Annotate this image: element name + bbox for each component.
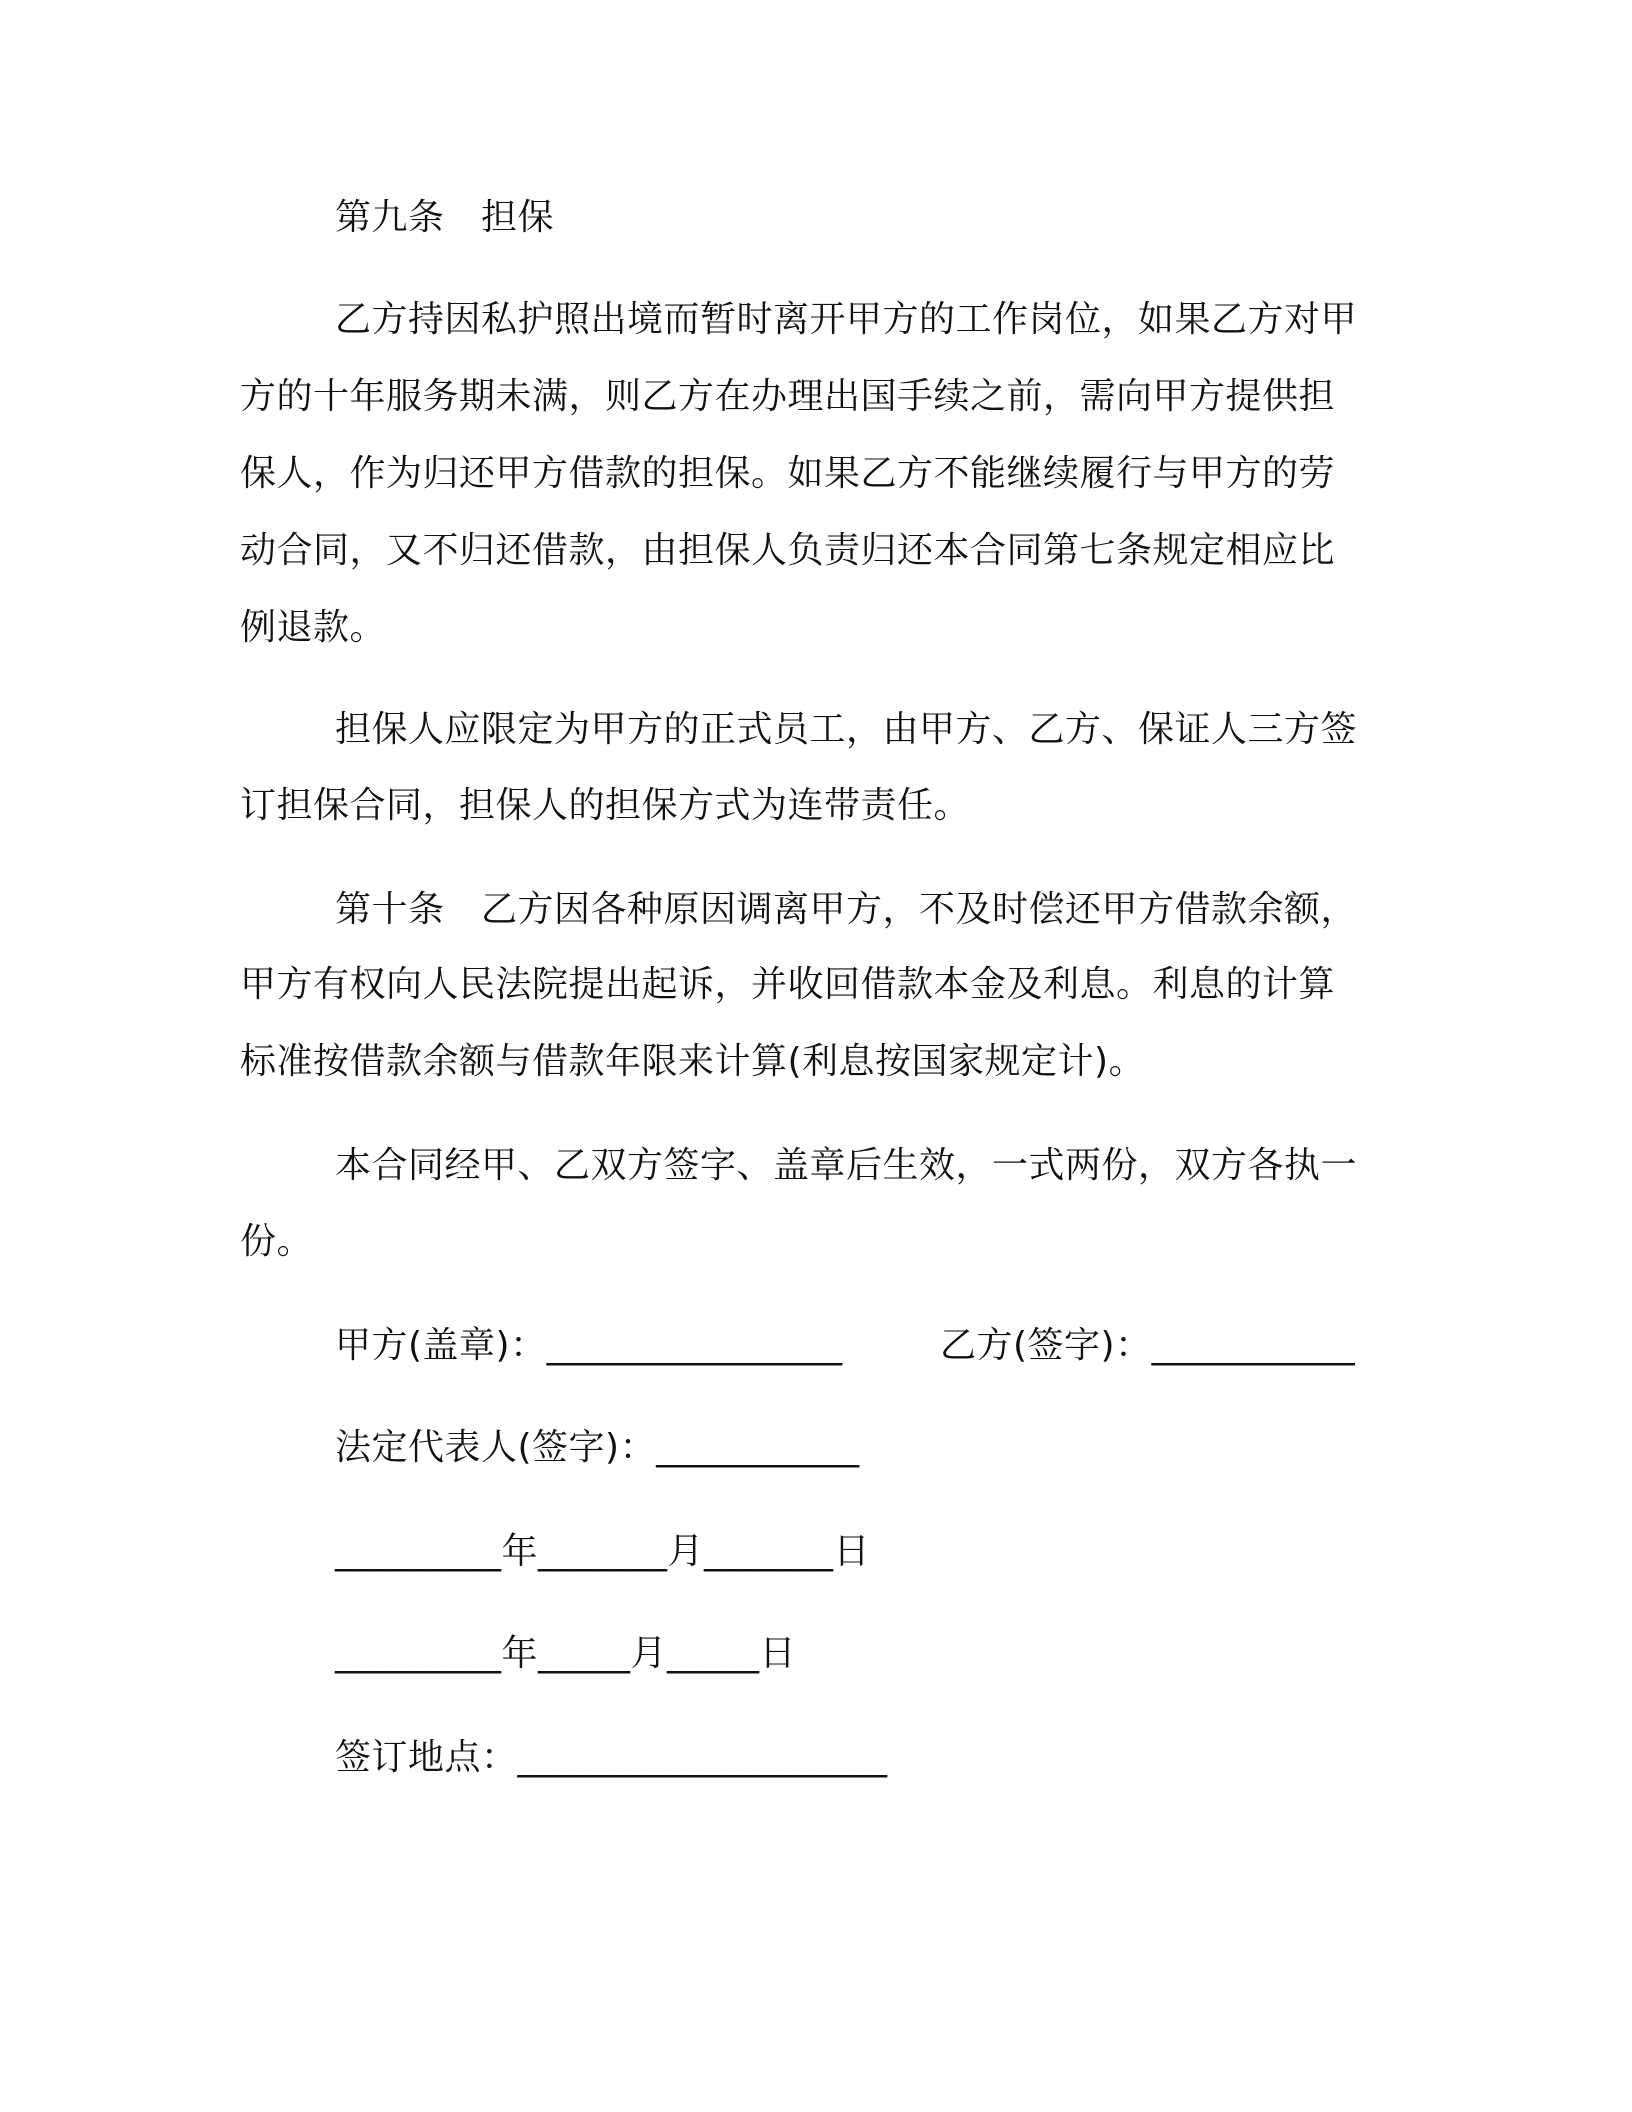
article-9-para1-line1: 乙方持因私护照出境而暂时离开甲方的工作岗位，如果乙方对甲 <box>335 299 1358 340</box>
article-9-heading: 第九条 担保 <box>335 197 555 238</box>
article-9-para1-line3: 保人，作为归还甲方借款的担保。如果乙方不能继续履行与甲方的劳 <box>240 453 1336 494</box>
article-10-line3: 标准按借款余额与借款年限来计算(利息按国家规定计)。 <box>240 1041 1146 1082</box>
closing-line1: 本合同经甲、乙双方签字、盖章后生效，一式两份，双方各执一 <box>335 1145 1358 1186</box>
signing-place-field: 签订地点：____________________ <box>335 1737 888 1778</box>
article-9-para1-line2: 方的十年服务期未满，则乙方在办理出国手续之前，需向甲方提供担 <box>240 376 1336 417</box>
article-9-para1-line5: 例退款。 <box>240 607 387 648</box>
party-a-seal-field: 甲方(盖章)：________________ <box>335 1325 843 1366</box>
date-field-2: _________年_____月_____日 <box>335 1633 796 1674</box>
legal-representative-field: 法定代表人(签字)：___________ <box>335 1427 860 1468</box>
article-9-para2-line1: 担保人应限定为甲方的正式员工，由甲方、乙方、保证人三方签 <box>335 709 1358 750</box>
article-9-para1-line4: 动合同，又不归还借款，由担保人负责归还本合同第七条规定相应比 <box>240 530 1336 571</box>
date-field-1: _________年_______月_______日 <box>335 1531 870 1572</box>
party-b-sign-field: 乙方(签字)：___________ <box>940 1325 1356 1366</box>
closing-line2: 份。 <box>240 1221 314 1262</box>
article-9-para2-line2: 订担保合同，担保人的担保方式为连带责任。 <box>240 785 971 826</box>
article-10-line1: 第十条 乙方因各种原因调离甲方，不及时偿还甲方借款余额， <box>335 889 1358 930</box>
article-10-line2: 甲方有权向人民法院提出起诉，并收回借款本金及利息。利息的计算 <box>240 964 1336 1005</box>
